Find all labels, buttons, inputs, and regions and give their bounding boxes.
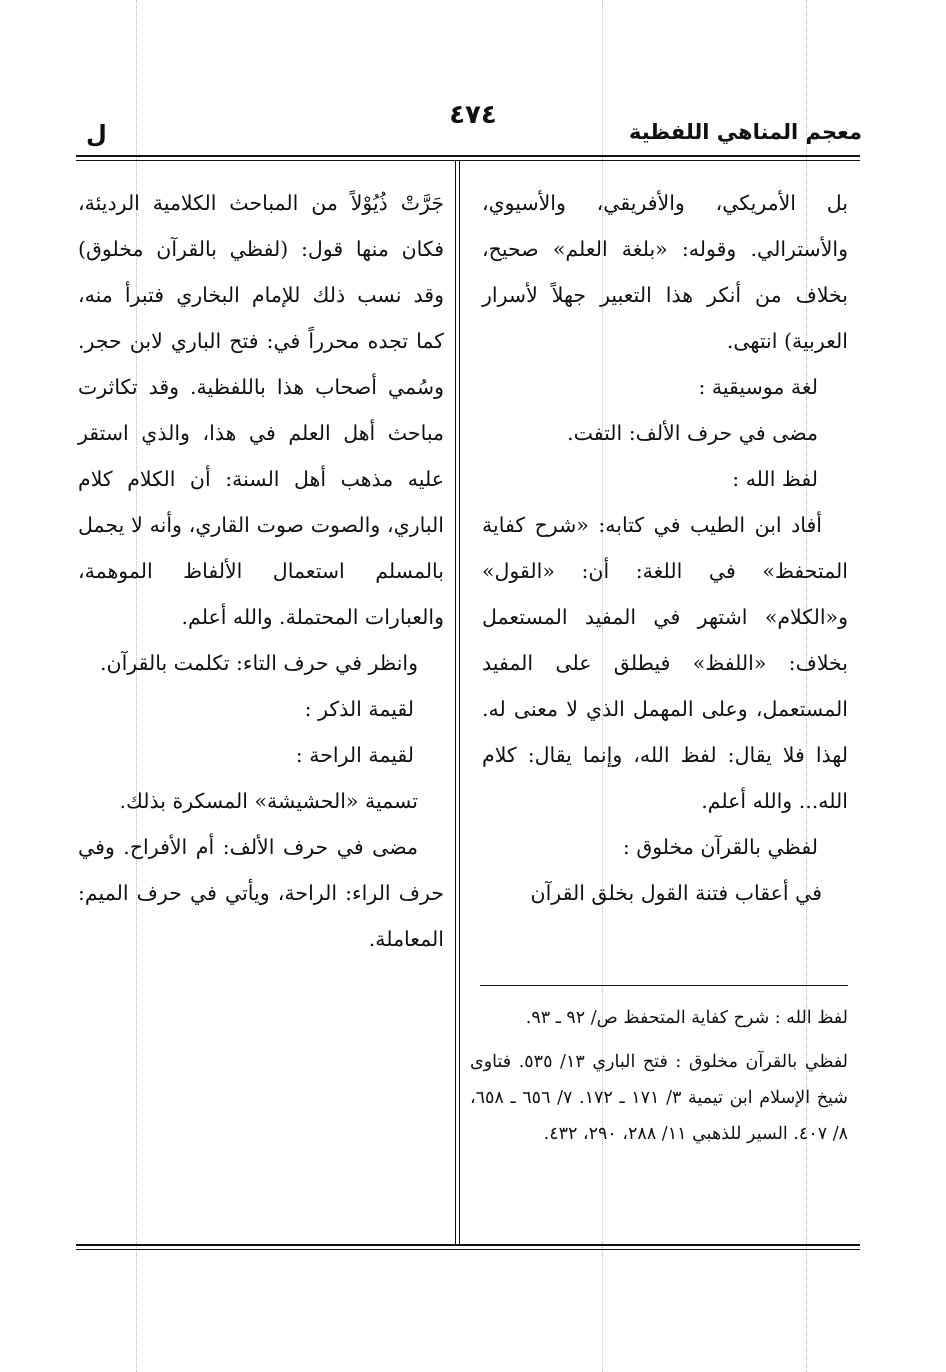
entry-heading: لقيمة الراحة : [295, 743, 414, 767]
footnote: لفظ الله : شرح كفاية المتحفظ ص/ ٩٢ ـ ٩٣. [525, 1008, 848, 1028]
column-divider [459, 160, 460, 1245]
section-letter: ل [86, 120, 107, 148]
paragraph: مضى في حرف الألف: التفت. [567, 421, 818, 445]
left-column [78, 180, 444, 962]
footer-rule-thin [76, 1249, 860, 1250]
entry-heading: لقيمة الذكر : [304, 697, 414, 721]
paragraph: أفاد ابن الطيب في كتابه: «شرح كفاية المتحفظ» في اللغة: أن: «القول» و«الكلام» اشتهر في المفيد المستعمل بخلاف: «اللفظ» فيطلق على المفيد المستعمل، وعلى المهمل الذي لا معنى له. لهذا فلا يقال: لفظ الله، وإنما يقال: كلام الله... والله أعلم. [482, 513, 848, 813]
right-column [482, 180, 848, 916]
paragraph: بل الأمريكي، والأفريقي، والأسيوي، والأسترالي. وقوله: «بلغة العلم» صحيح، بخلاف من أنكر هذا التعبير جهلاً لأسرار العربية) انتهى. [482, 191, 848, 353]
header-rule-thin [76, 160, 860, 161]
book-title: معجم المناهي اللفظية [628, 120, 862, 144]
footer-rule [76, 1244, 860, 1246]
paragraph: في أعقاب فتنة القول بخلق القرآن [530, 881, 822, 905]
page-number: ٤٧٤ [449, 100, 497, 130]
paragraph: تسمية «الحشيشة» المسكرة بذلك. [119, 789, 418, 813]
paragraph: وانظر في حرف التاء: تكلمت بالقرآن. [100, 651, 418, 675]
entry-heading: لفظي بالقرآن مخلوق : [622, 835, 818, 859]
footnote: لفظي بالقرآن مخلوق : فتح الباري ١٣/ ٥٣٥. فتاوى شيخ الإسلام ابن تيمية ٣/ ١٧١ ـ ١٧٢. ٧/ ٦٥٦ ـ ٦٥٨، ٨/ ٤٠٧. السير للذهبي ١١/ ٢٨٨، ٢٩٠، ٤٣٢. [470, 1052, 848, 1144]
paragraph: مضى في حرف الألف: أم الأفراح. وفي حرف الراء: الراحة، ويأتي في حرف الميم: المعاملة. [78, 835, 444, 951]
paragraph: جَرَّتْ ذُيُوْلاً من المباحث الكلامية الرديئة، فكان منها قول: (لفظي بالقرآن مخلوق) وقد نسب ذلك للإمام البخاري فتبرأ منه، كما تجده محرراً في: فتح الباري لابن حجر. وسُمي أصحاب هذا باللفظية. وقد تكاثرت مباحث أهل العلم في هذا، والذي استقر عليه مذهب أهل السنة: أن الكلام كلام الباري، والصوت صوت القاري، وأنه لا يجمل بالمسلم استعمال الألفاظ الموهمة، والعبارات المحتملة. والله أعلم. [78, 191, 444, 629]
column-divider [455, 160, 456, 1245]
footnote-rule [480, 985, 848, 986]
footnotes [470, 1000, 848, 1160]
entry-heading: لغة موسيقية : [698, 375, 818, 399]
header-rule [76, 155, 860, 157]
entry-heading: لفظ الله : [732, 467, 818, 491]
